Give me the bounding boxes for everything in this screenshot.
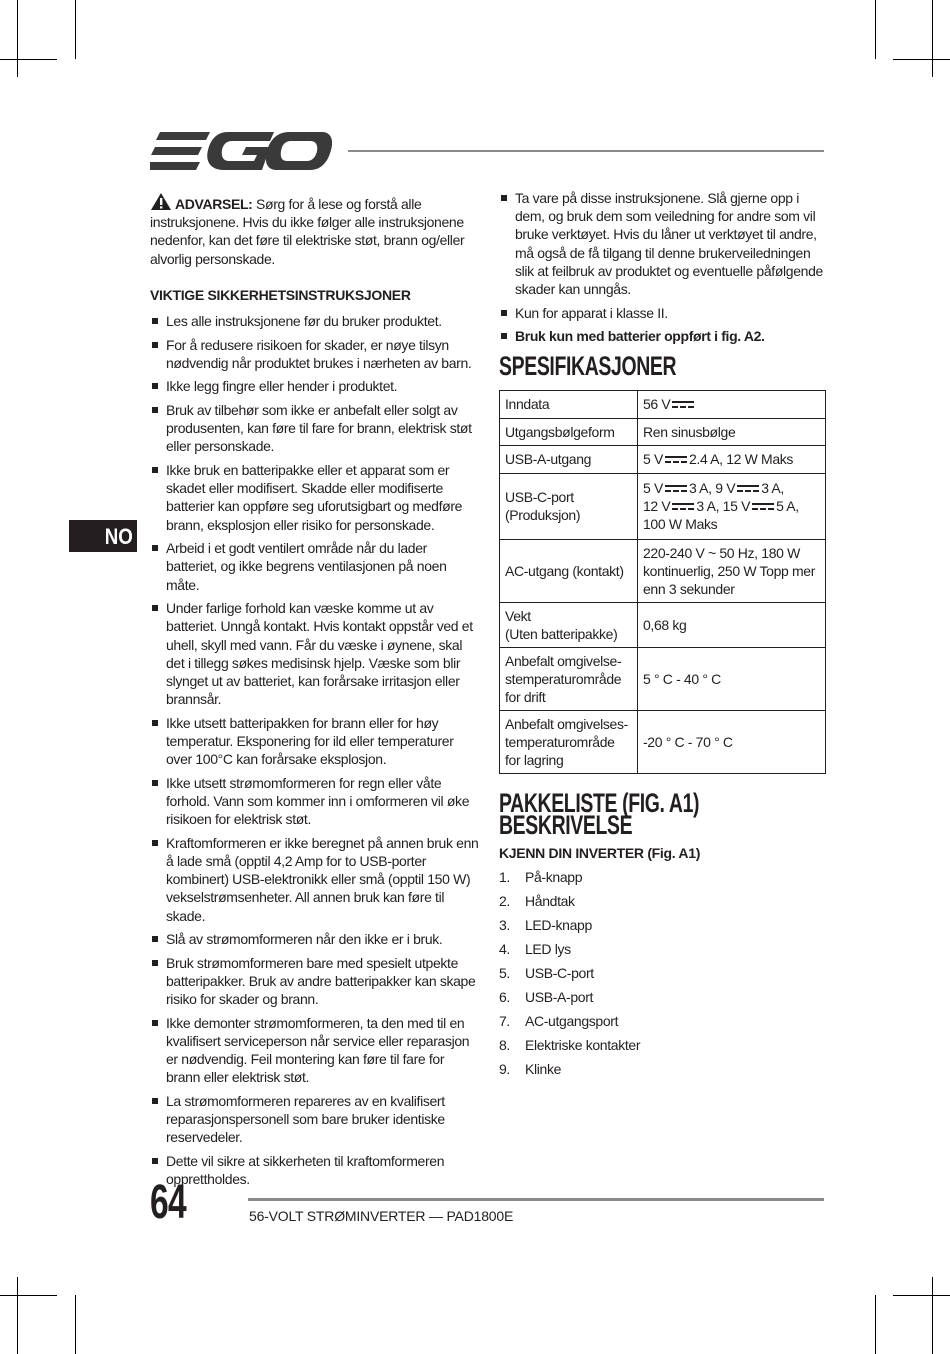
safety-list — [150, 312, 480, 1188]
crop-mark — [75, 0, 76, 59]
safety-list-continued — [499, 189, 827, 345]
item-number: 2. — [499, 893, 510, 910]
list-item: Ikke legg fingre eller hender i produktet. — [150, 377, 480, 395]
crop-mark — [17, 1277, 18, 1354]
table-row — [500, 390, 826, 418]
table-row — [500, 710, 826, 773]
item-number: 4. — [499, 941, 510, 958]
usbc-label: USB-C-port — [505, 489, 574, 506]
item-number: 7. — [499, 1013, 510, 1030]
input-value: 56 V — [643, 396, 671, 413]
list-item — [499, 1036, 827, 1054]
item-number: 5. — [499, 965, 510, 982]
item-label: Håndtak — [525, 893, 575, 910]
list-item: Ta vare på disse instruksjonene. Slå gjerne opp i dem, og bruk dem som veiledning for andre som vil bruke verktøyet. Hvis du låner ut verktøyet til andre, må også de få tilgang til denne brukerveiledningen slik at feilbruk av produktet og eventuelle påfølgende skader kan unngås. — [499, 189, 827, 298]
right-column — [499, 189, 827, 1084]
usbc-label-sub: (Produksjon) — [505, 507, 581, 524]
table-cell: Utgangsbølgeform — [500, 418, 638, 445]
table-row — [500, 473, 826, 539]
table-cell — [638, 390, 826, 418]
crop-mark — [0, 59, 57, 60]
crop-mark — [75, 1295, 76, 1354]
item-label: USB-A-port — [525, 989, 594, 1006]
crop-mark — [875, 1295, 876, 1354]
crop-mark — [932, 1277, 933, 1354]
specs-table — [499, 390, 826, 774]
list-item: Ikke utsett batteripakken for brann eller for høy temperatur. Eksponering for ild eller temperaturer over 100°C kan forårsake eksplosjon. — [150, 714, 480, 769]
list-item: Arbeid i et godt ventilert område når du lader batteriet, og ikke begrens ventilasjonen på noen måte. — [150, 539, 480, 594]
table-cell: Inndata — [500, 390, 638, 418]
list-item: Les alle instruksjonene før du bruker produktet. — [150, 312, 480, 330]
dc-symbol-icon — [752, 503, 774, 511]
usba-voltage: 5 V — [643, 451, 663, 468]
usbc-value: 5 V — [643, 480, 663, 497]
table-cell — [638, 473, 826, 539]
warning-block — [150, 192, 480, 268]
table-row — [500, 418, 826, 445]
item-label: Elektriske kontakter — [525, 1037, 641, 1054]
warning-text: Sørg for å lese og forstå alle instruksjonene. Hvis du ikke følger alle instruksjonene nedenfor, kan det føre til elektriske støt, brann og/eller alvorlig personskade. — [150, 196, 465, 267]
table-cell — [500, 602, 638, 647]
safety-heading: VIKTIGE SIKKERHETSINSTRUKSJONER — [150, 286, 411, 303]
document-title: 56-VOLT STRØMINVERTER — PAD1800E — [249, 1208, 514, 1224]
parts-list — [499, 868, 827, 1078]
table-cell — [638, 445, 826, 473]
page-number: 64 — [150, 1176, 186, 1229]
warning-label: ADVARSEL: — [175, 196, 253, 212]
table-cell: Anbefalt omgivelses-temperaturområde for lagring — [500, 710, 638, 773]
usbc-value: 3 A, 9 V — [688, 480, 736, 497]
list-item — [499, 988, 827, 1006]
table-cell: -20 ° C - 70 ° C — [638, 710, 826, 773]
item-number: 9. — [499, 1061, 510, 1078]
crop-mark — [17, 0, 18, 77]
table-cell: 220-240 V ~ 50 Hz, 180 W kontinuerlig, 250 W Topp mer enn 3 sekunder — [638, 539, 826, 602]
usbc-value: 3 A, 15 V — [696, 498, 751, 515]
table-cell: Anbefalt omgivelse-stemperaturområde for drift — [500, 647, 638, 710]
list-item — [499, 1012, 827, 1030]
list-item: La strømomformeren repareres av en kvalifisert reparasjonspersonell som bare bruker identiske reservedeler. — [150, 1092, 480, 1147]
weight-label-sub: (Uten batteripakke) — [505, 625, 618, 642]
item-label: USB-C-port — [525, 965, 594, 982]
list-item — [499, 940, 827, 958]
specs-heading: SPESIFIKASJONER — [499, 351, 677, 382]
dc-symbol-icon — [665, 456, 687, 464]
dc-symbol-icon — [665, 485, 687, 493]
item-label: AC-utgangsport — [525, 1013, 619, 1030]
list-item: Ikke bruk en batteripakke eller et apparat som er skadet eller modifisert. Skadde eller modifiserte batterier kan oppføre seg uforutsigbart og medføre brann, eksplosjon eller risiko for personskade. — [150, 461, 480, 534]
warning-triangle-icon — [150, 192, 172, 211]
list-item: Bruk strømomformeren bare med spesielt utpekte batteripakker. Bruk av andre batteripakker kan skape risiko for skader og brann. — [150, 954, 480, 1009]
list-item — [499, 1060, 827, 1078]
usba-rating: 2.4 A, 12 W Maks — [688, 451, 794, 468]
footer-rule — [248, 1198, 824, 1201]
usbc-value: 3 A, — [761, 480, 784, 497]
list-item — [499, 916, 827, 934]
list-item: Under farlige forhold kan væske komme ut av batteriet. Unngå kontakt. Hvis kontakt oppstår ved et uhell, skyll med vann. Får du væske i øynene, skal det i tillegg søkes medisinsk hjelp. Væske som blir slynget ut av batteriet, kan forårsake irritasjon eller brannsår. — [150, 599, 480, 708]
item-number: 1. — [499, 869, 510, 886]
list-item: Kun for apparat i klasse II. — [499, 304, 827, 322]
ego-logo — [150, 130, 332, 172]
table-row — [500, 539, 826, 602]
item-label: LED-knapp — [525, 917, 592, 934]
item-label: Klinke — [525, 1061, 562, 1078]
table-cell: AC-utgang (kontakt) — [500, 539, 638, 602]
weight-label: Vekt — [505, 607, 531, 624]
item-label: På-knapp — [525, 869, 583, 886]
packing-heading: PAKKELISTE (FIG. A1) — [499, 787, 700, 818]
dc-symbol-icon — [672, 401, 694, 409]
crop-mark — [893, 1295, 950, 1296]
usbc-value: 100 W Maks — [643, 516, 718, 533]
list-item: Ikke demonter strømomformeren, ta den med til en kvalifisert serviceperson når service eller reparasjon er nødvendig. Feil montering kan føre til fare for brann eller elektrisk støt. — [150, 1014, 480, 1087]
left-column — [150, 192, 480, 1194]
item-label: LED lys — [525, 941, 571, 958]
table-row — [500, 445, 826, 473]
list-item: Bruk kun med batterier oppført i fig. A2. — [499, 327, 827, 345]
list-item — [499, 964, 827, 982]
usbc-value: 12 V — [643, 498, 671, 515]
dc-symbol-icon — [737, 485, 759, 493]
table-cell — [500, 473, 638, 539]
dc-symbol-icon — [672, 503, 694, 511]
language-tab: NO — [69, 520, 137, 552]
table-row — [500, 647, 826, 710]
header-rule — [348, 150, 824, 152]
table-row — [500, 602, 826, 647]
usbc-value: 5 A, — [776, 498, 799, 515]
crop-mark — [875, 0, 876, 59]
list-item — [499, 892, 827, 910]
table-cell: Ren sinusbølge — [638, 418, 826, 445]
list-item: Bruk av tilbehør som ikke er anbefalt eller solgt av produsenten, kan føre til fare for brann, elektrisk støt eller personskade. — [150, 401, 480, 456]
item-number: 3. — [499, 917, 510, 934]
list-item: For å redusere risikoen for skader, er nøye tilsyn nødvendig når produktet brukes i nærheten av barn. — [150, 336, 480, 372]
crop-mark — [0, 1295, 57, 1296]
item-number: 6. — [499, 989, 510, 1006]
table-cell: 5 ° C - 40 ° C — [638, 647, 826, 710]
table-cell: 0,68 kg — [638, 602, 826, 647]
list-item: Slå av strømomformeren når den ikke er i bruk. — [150, 930, 480, 948]
crop-mark — [932, 0, 933, 77]
table-cell: USB-A-utgang — [500, 445, 638, 473]
list-item: Ikke utsett strømomformeren for regn eller våte forhold. Vann som kommer inn i omformeren vil øke risikoen for elektrisk støt. — [150, 774, 480, 829]
list-item: Dette vil sikre at sikkerheten til kraftomformeren opprettholdes. — [150, 1152, 480, 1188]
item-number: 8. — [499, 1037, 510, 1054]
list-item — [499, 868, 827, 886]
description-subheading: KJENN DIN INVERTER (Fig. A1) — [499, 845, 701, 862]
crop-mark — [893, 59, 950, 60]
description-heading: BESKRIVELSE — [499, 809, 633, 840]
list-item: Kraftomformeren er ikke beregnet på annen bruk enn å lade små (opptil 4,2 Amp for to USB-porter kombinert) USB-elektronikk eller små (opptil 150 W) vekselstrømsenheter. All annen bruk kan føre til skade. — [150, 834, 480, 925]
